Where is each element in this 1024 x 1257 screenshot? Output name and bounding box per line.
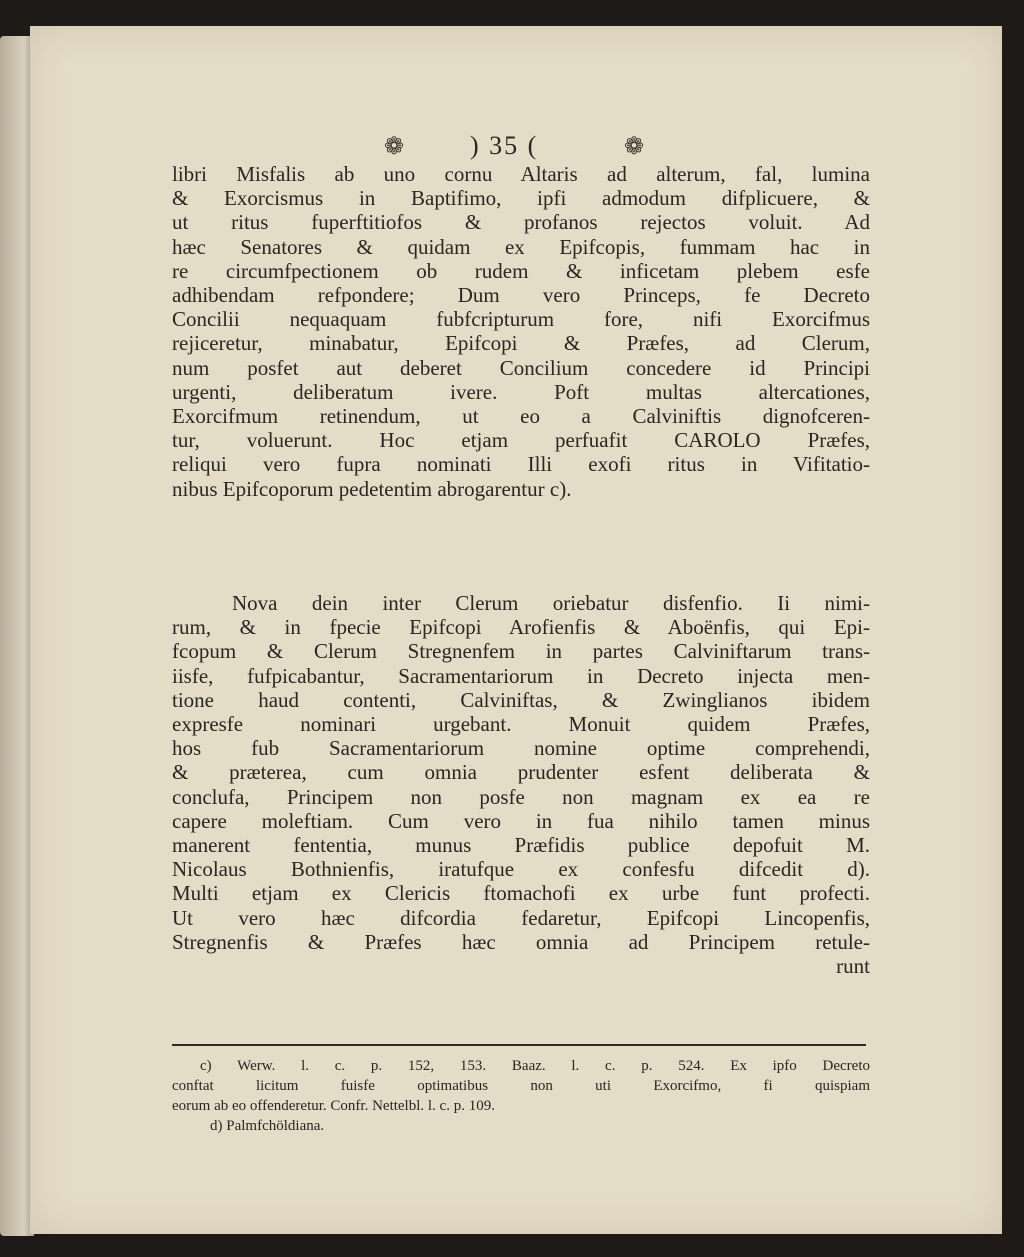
- text-line: re circumfpectionem ob rudem & inficetam plebem esfe: [172, 258, 870, 283]
- text-line: & Exorcismus in Baptifimo, ipfi admodum difplicuere, &: [172, 186, 870, 211]
- text-line: expresfe nominari urgebant. Monuit quidem Præfes,: [172, 712, 870, 737]
- text-line: rejiceretur, minabatur, Epifcopi & Præfes, ad Clerum,: [172, 331, 870, 356]
- text-line: hos fub Sacramentariorum nomine optime comprehendi,: [172, 736, 870, 761]
- text-line: urgenti, deliberatum ivere. Poft multas altercationes,: [172, 379, 870, 404]
- flower-ornament-icon: ❁: [384, 132, 405, 160]
- book-page: [30, 26, 1002, 1234]
- text-line: ut ritus fuperftitiofos & profanos rejectos voluit. Ad: [172, 210, 870, 235]
- text-line: capere moleftiam. Cum vero in fua nihilo tamen minus: [172, 808, 870, 833]
- text-line: Exorcifmum retinendum, ut eo a Calviniftis dignofceren-: [172, 404, 870, 429]
- text-line: rum, & in fpecie Epifcopi Arofienfis & Aboënfis, qui Epi-: [172, 615, 870, 640]
- text-line: Multi etjam ex Clericis ftomachofi ex urbe funt profecti.: [172, 881, 870, 906]
- footnotes: [172, 1056, 870, 1136]
- text-line: libri Misfalis ab uno cornu Altaris ad alterum, fal, lumina: [172, 162, 870, 186]
- text-line: tur, voluerunt. Hoc etjam perfuafit CAROLO Præfes,: [172, 428, 870, 453]
- footnote-line: d) Palmfchöldiana.: [210, 1118, 325, 1134]
- text-line: manerent fententia, munus Præfidis publice depofuit M.: [172, 833, 870, 858]
- text-line: Nova dein inter Clerum oriebatur disfenfio. Ii nimi-: [232, 591, 870, 615]
- text-line: & præterea, cum omnia prudenter esfent deliberata &: [172, 760, 870, 785]
- text-line: Stregnenfis & Præfes hæc omnia ad Principem retule-: [172, 929, 870, 954]
- text-line: nibus Epifcoporum pedetentim abrogarentur c).: [172, 476, 572, 501]
- text-line: hæc Senatores & quidam ex Epifcopis, fummam hac in: [172, 234, 870, 259]
- footnote-line: c) Werw. l. c. p. 152, 153. Baaz. l. c. p. 524. Ex ipfo Decreto: [200, 1058, 870, 1074]
- text-line: num posfet aut deberet Concilium concedere id Principi: [172, 355, 870, 380]
- text-line: fcopum & Clerum Stregnenfem in partes Calviniftarum trans-: [172, 639, 870, 664]
- left-page-edge: [0, 36, 34, 1236]
- text-line: Nicolaus Bothnienfis, iratufque ex confesfu difcedit d).: [172, 857, 870, 882]
- footnote-line: eorum ab eo offenderetur. Confr. Nettelbl. l. c. p. 109.: [172, 1098, 495, 1114]
- flower-ornament-icon: ❁: [624, 132, 645, 160]
- text-line: Ut vero hæc difcordia fedaretur, Epifcopi Lincopenfis,: [172, 905, 870, 930]
- text-line: adhibendam refpondere; Dum vero Princeps, fe Decreto: [172, 283, 870, 308]
- text-line: Concilii nequaquam fubfcripturum fore, nifi Exorcifmus: [172, 307, 870, 332]
- page-number: ) 35 (: [470, 131, 539, 160]
- footnote-line: conftat licitum fuisfe optimatibus non uti Exorcifmo, fi quispiam: [172, 1078, 870, 1094]
- text-line: iisfe, fufpicabantur, Sacramentariorum in Decreto injecta men-: [172, 663, 870, 688]
- text-line: conclufa, Principem non posfe non magnam ex ea re: [172, 784, 870, 809]
- paragraph-2: [172, 591, 870, 978]
- text-line: reliqui vero fupra nominati Illi exofi ritus in Vifitatio-: [172, 452, 870, 477]
- page-header: [30, 126, 1002, 166]
- catchword: runt: [836, 954, 870, 979]
- text-line: tione haud contenti, Calviniftas, & Zwinglianos ibidem: [172, 687, 870, 712]
- footnote-divider: [172, 1044, 866, 1046]
- paragraph-1: [172, 162, 870, 501]
